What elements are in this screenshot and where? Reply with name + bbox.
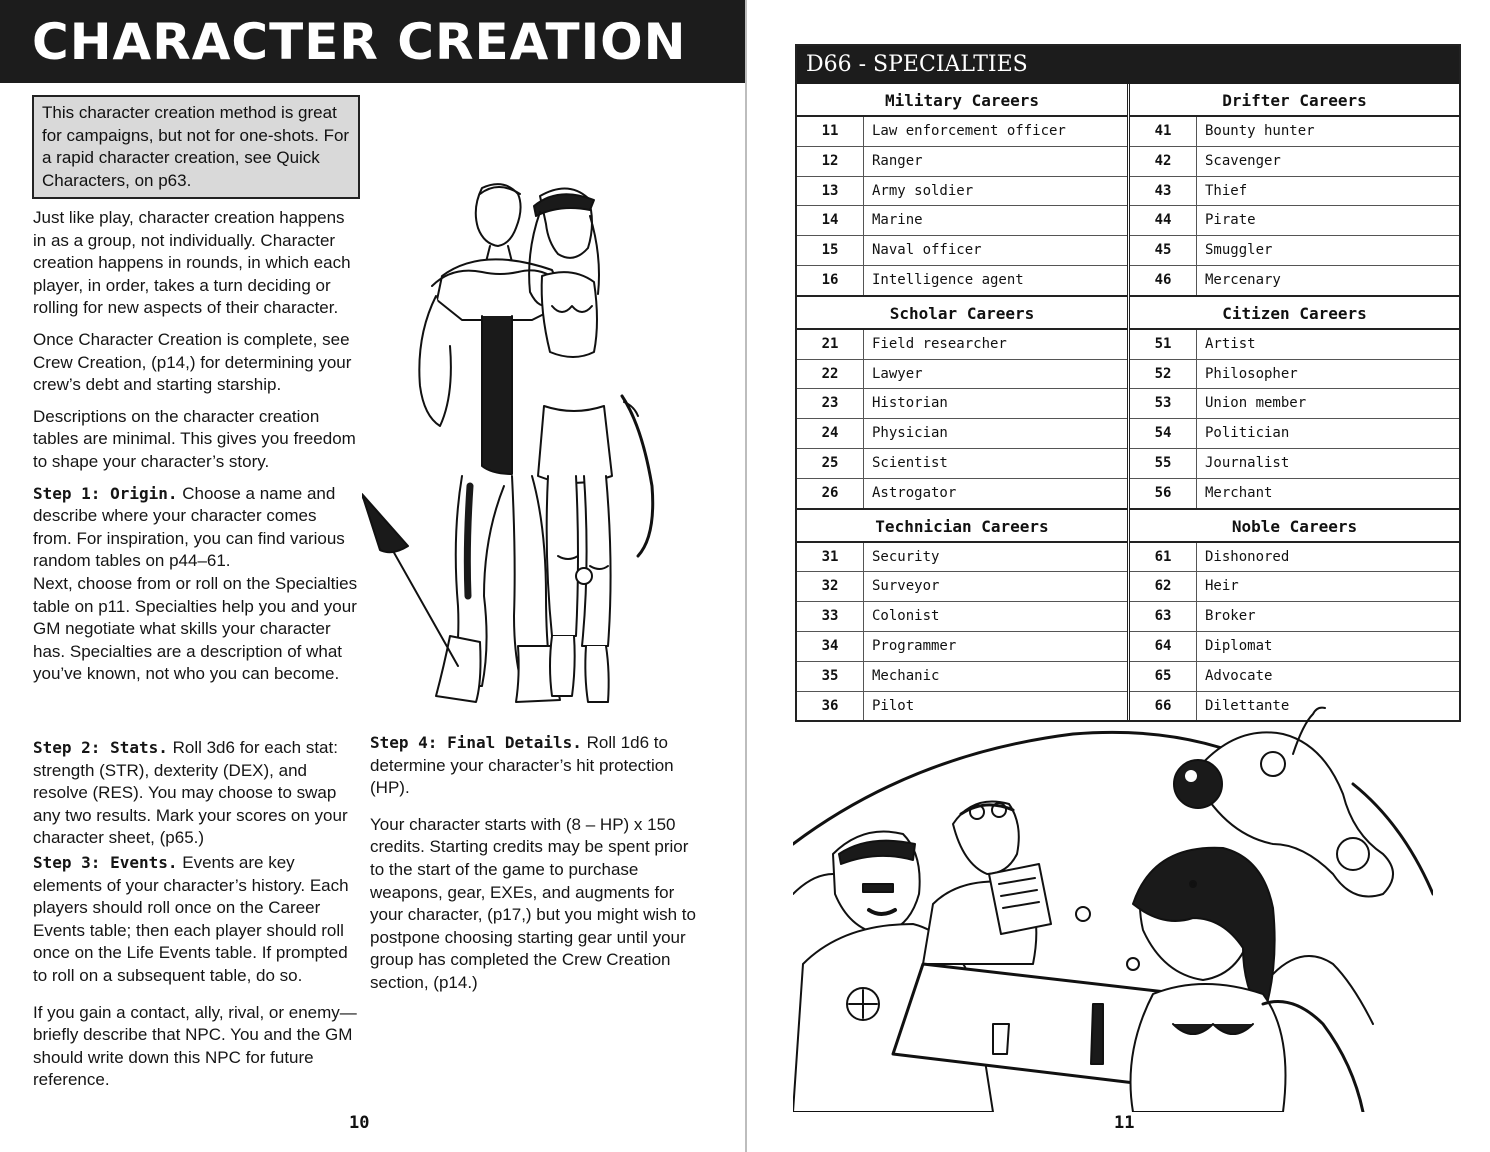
row-number: 41 [1130,117,1197,146]
row-number: 62 [1130,572,1197,601]
table-row [797,206,1127,236]
row-specialty: Army soldier [872,182,974,199]
row-specialty: Intelligence agent [872,271,1024,288]
table-section [797,508,1459,721]
row-number: 23 [797,389,864,418]
characters-illustration [362,176,692,716]
paragraph-credits: Your character starts with (8 – HP) x 150 credits. Starting credits may be spent prior to the start of the game to purchase weapons, gear, EXEs, and augments for your character, (p17,) but you might wish to postpone choosing starting gear until your group has completed the Crew Creation section, (p14.) [370,814,696,992]
row-number: 15 [797,236,864,265]
row-number: 64 [1130,632,1197,661]
row-specialty: Pilot [872,697,915,714]
row-specialty: Dishonored [1205,548,1290,565]
row-specialty: Advocate [1205,667,1273,684]
step4-block [370,732,700,800]
step3-heading: Step 3: Events. [33,852,178,872]
row-specialty: Law enforcement officer [872,123,1066,139]
table-column [1127,84,1459,295]
table-row [1130,177,1459,207]
row-number: 56 [1130,479,1197,508]
page-number: 11 [1114,1113,1135,1133]
section-header: Scholar Careers [797,295,1127,330]
row-specialty: Diplomat [1205,637,1273,654]
table-row [1130,449,1459,479]
row-number: 32 [797,572,864,601]
row-number: 24 [797,419,864,448]
specialties-table [795,44,1461,722]
row-specialty: Surveyor [872,578,940,595]
row-specialty: Dilettante [1205,697,1290,714]
table-title: D66 - SPECIALTIES [797,46,1459,84]
row-number: 12 [797,147,864,176]
row-specialty: Artist [1205,335,1256,352]
row-number: 35 [797,662,864,691]
row-number: 42 [1130,147,1197,176]
row-specialty: Union member [1205,395,1307,412]
table-row [1130,206,1459,236]
table-row [1130,236,1459,266]
row-specialty: Programmer [872,637,957,654]
row-number: 61 [1130,543,1197,572]
table-row [797,236,1127,266]
step1-block [33,483,359,573]
row-specialty: Ranger [872,152,923,169]
row-specialty: Historian [872,395,948,412]
paragraph-descriptions: Descriptions on the character creation tables are minimal. This gives you freedom to shape your character’s story. [33,406,356,471]
section-header: Drifter Careers [1130,84,1459,117]
row-number: 26 [797,479,864,508]
table-row [1130,662,1459,692]
table-row [1130,147,1459,177]
left-column-bottom [33,737,359,1101]
table-row [1130,419,1459,449]
row-specialty: Lawyer [872,365,923,382]
row-specialty: Thief [1205,182,1248,199]
row-specialty: Smuggler [1205,242,1273,259]
table-section [797,295,1459,508]
table-row [797,117,1127,147]
callout-box: This character creation method is great for campaigns, but not for one-shots. For a rapid character creation, see Quick Characters, on p63. [32,95,360,199]
row-specialty: Colonist [872,608,940,625]
row-number: 14 [797,206,864,235]
section-header: Military Careers [797,84,1127,117]
row-number: 54 [1130,419,1197,448]
row-specialty: Politician [1205,425,1290,442]
page-number: 10 [349,1113,370,1133]
row-number: 21 [797,330,864,359]
table-row [1130,543,1459,573]
step1-continuation: Next, choose from or roll on the Specialties table on p11. Specialties help you and your GM negotiate what skills your character has. Specialties are a description of what you’ve known, not who you can become. [33,573,358,684]
row-number: 13 [797,177,864,206]
row-specialty: Merchant [1205,484,1273,501]
step2-text: Roll 3d6 for each stat: strength (STR), dexterity (DEX), and resolve (RES). You may choose to swap any two results. Mark your scores on your character sheet, (p65.) [33,738,348,848]
row-number: 55 [1130,449,1197,478]
step4-heading: Step 4: Final Details. [370,733,582,752]
step4-text: Roll 1d6 to determine your character’s hit protection (HP). [370,733,674,798]
row-specialty: Heir [1205,578,1239,595]
row-number: 63 [1130,602,1197,631]
step3-text: Events are key elements of your character’s history. Each players should roll once on the Career Events table; then each player should roll once on the Life Events table. If prompted to roll on a subsequent table, do so. [33,852,349,985]
table-row [1130,572,1459,602]
row-number: 11 [797,117,864,146]
table-row [1130,360,1459,390]
table-row [797,543,1127,573]
crew-illustration [793,704,1433,1112]
row-number: 46 [1130,266,1197,295]
table-row [797,360,1127,390]
table-row [797,449,1127,479]
table-row [797,419,1127,449]
section-header: Citizen Careers [1130,295,1459,330]
table-row [1130,117,1459,147]
page-title: CHARACTER CREATION [32,13,687,71]
row-specialty: Broker [1205,608,1256,625]
table-row [797,479,1127,508]
table-row [1130,266,1459,295]
row-number: 53 [1130,389,1197,418]
row-specialty: Philosopher [1205,365,1298,382]
paragraph-crew-creation: Once Character Creation is complete, see Crew Creation, (p14,) for determining your crew’s debt and starting starship. [33,329,352,395]
row-number: 45 [1130,236,1197,265]
row-number: 66 [1130,692,1197,721]
step2-block [33,737,359,850]
step1-text: Choose a name and describe where your character comes from. For inspiration, you can find various random tables on p44–61. [33,483,345,571]
table-section [797,84,1459,295]
left-column [33,207,359,695]
row-specialty: Astrogator [872,484,957,501]
row-number: 22 [797,360,864,389]
table-row [797,389,1127,419]
row-specialty: Field researcher [872,335,1007,352]
row-number: 43 [1130,177,1197,206]
title-banner [0,0,745,83]
row-number: 36 [797,692,864,721]
table-column [797,508,1127,721]
table-column [1127,508,1459,721]
row-specialty: Pirate [1205,212,1256,229]
step3-block [33,852,359,988]
table-row [1130,479,1459,508]
row-specialty: Journalist [1205,454,1290,471]
table-row [1130,632,1459,662]
table-row [797,147,1127,177]
row-number: 34 [797,632,864,661]
row-number: 33 [797,602,864,631]
table-row [797,662,1127,692]
row-number: 25 [797,449,864,478]
table-row [797,572,1127,602]
row-number: 52 [1130,360,1197,389]
row-specialty: Security [872,548,940,565]
row-specialty: Mercenary [1205,271,1281,288]
row-specialty: Mechanic [872,667,940,684]
table-row [1130,389,1459,419]
table-row [1130,330,1459,360]
row-number: 31 [797,543,864,572]
table-row [797,266,1127,295]
row-number: 16 [797,266,864,295]
section-header: Noble Careers [1130,508,1459,543]
right-page [747,0,1490,1152]
table-column [1127,295,1459,508]
table-column [797,295,1127,508]
table-row [797,632,1127,662]
row-specialty: Scientist [872,454,948,471]
table-row [797,330,1127,360]
table-row [797,177,1127,207]
row-specialty: Bounty hunter [1205,123,1315,139]
middle-column [370,732,700,1004]
paragraph-intro: Just like play, character creation happens in as a group, not individually. Character creation happens in rounds, in which each player, in order, takes a turn deciding or rolling for new aspects of their character. [33,208,351,318]
row-specialty: Marine [872,212,923,229]
table-row [797,602,1127,632]
section-header: Technician Careers [797,508,1127,543]
row-number: 44 [1130,206,1197,235]
row-specialty: Physician [872,425,948,442]
row-number: 51 [1130,330,1197,359]
table-column [797,84,1127,295]
table-row [1130,602,1459,632]
row-specialty: Naval officer [872,242,982,259]
row-number: 65 [1130,662,1197,691]
step2-heading: Step 2: Stats. [33,738,168,757]
paragraph-contact: If you gain a contact, ally, rival, or enemy—briefly describe that NPC. You and the GM should write down this NPC for future reference. [33,1002,357,1090]
row-specialty: Scavenger [1205,152,1281,169]
step1-heading: Step 1: Origin. [33,483,178,503]
